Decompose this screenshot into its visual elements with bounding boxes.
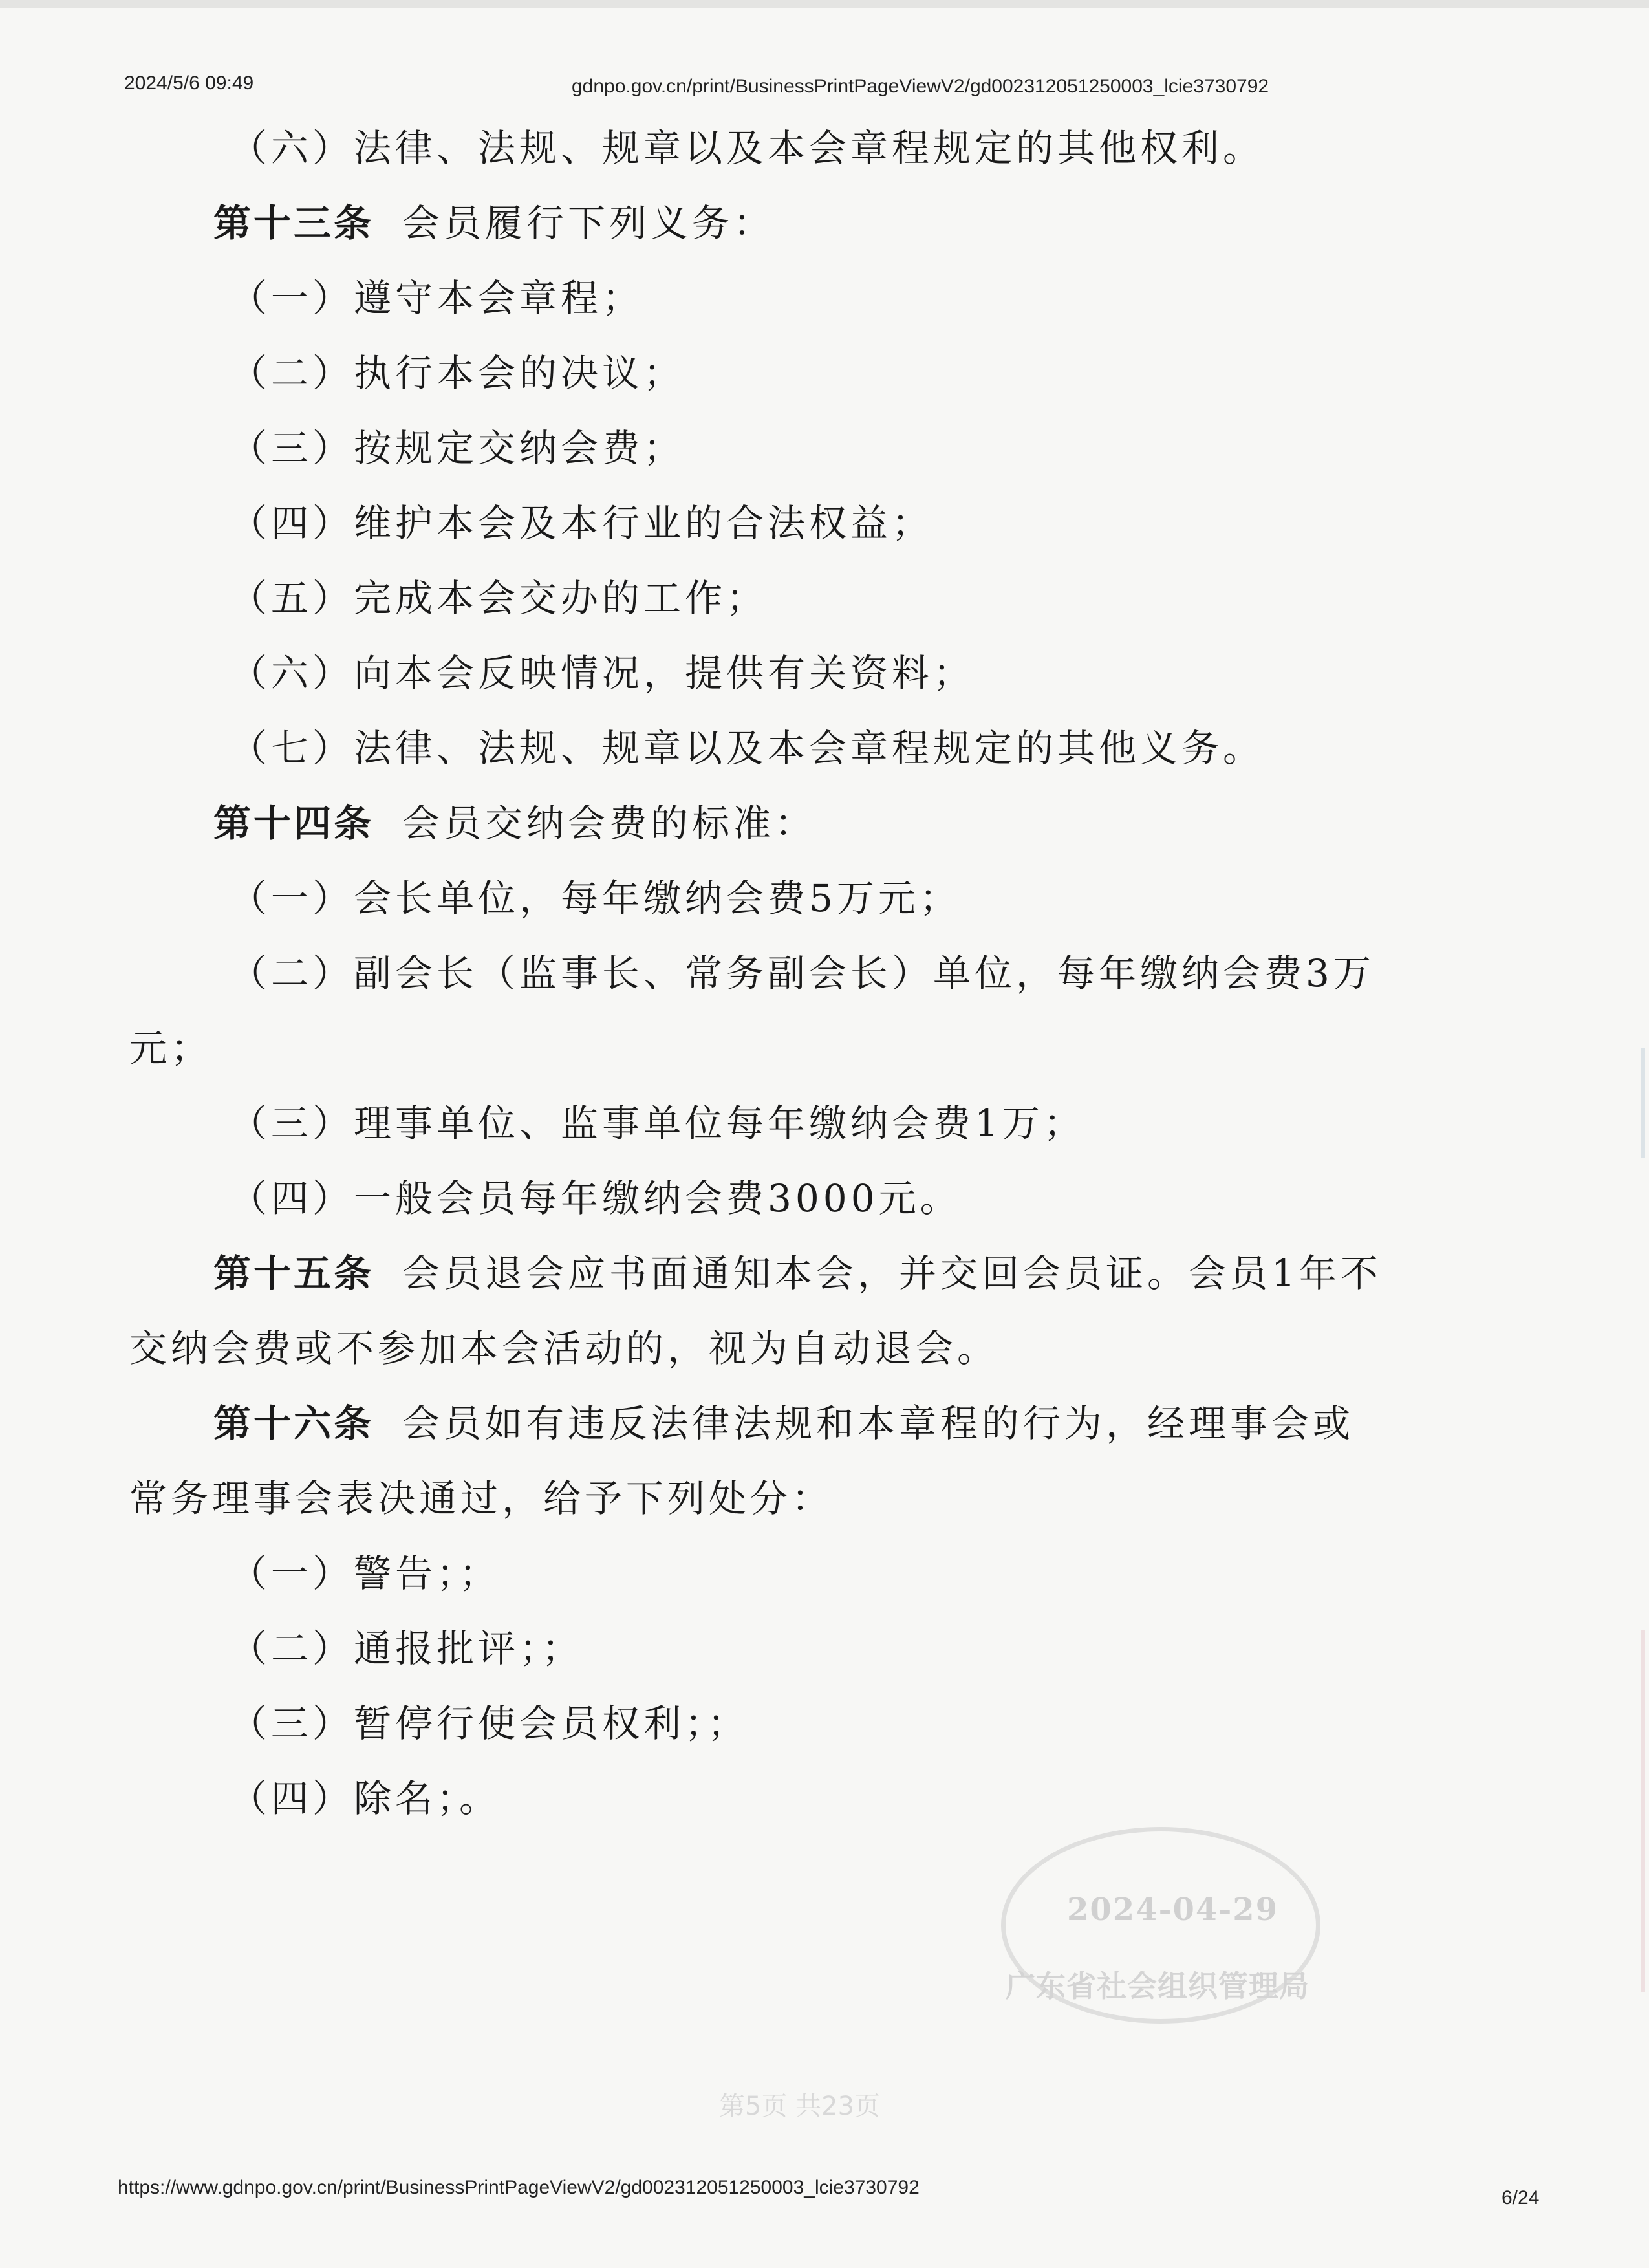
stamp-organization: 广东省社会组织管理局 bbox=[1006, 1969, 1310, 2003]
print-header-url: gdnpo.gov.cn/print/BusinessPrintPageViewV2/gd002312051250003_lcie3730792 bbox=[572, 76, 1269, 97]
print-datetime: 2024/5/6 09:49 bbox=[124, 72, 254, 94]
article-14 bbox=[213, 801, 817, 845]
fee-item-1: （一）会长单位，每年缴纳会费5万元； bbox=[230, 876, 961, 920]
duty-item-7: （七）法律、法规、规章以及本会章程规定的其他义务。 bbox=[230, 726, 1265, 770]
article-14-text: 会员交纳会费的标准： bbox=[402, 801, 817, 845]
penalty-item-1: （一）警告；； bbox=[230, 1551, 501, 1595]
print-footer-url: https://www.gdnpo.gov.cn/print/BusinessPrintPageViewV2/gd002312051250003_lcie3730792 bbox=[118, 2177, 920, 2198]
fee-item-2: （二）副会长（监事长、常务副会长）单位，每年缴纳会费3万 bbox=[230, 951, 1375, 995]
scan-top-edge bbox=[0, 0, 1649, 8]
duty-item-5: （五）完成本会交办的工作； bbox=[230, 576, 768, 620]
stamp-date: 2024-04-29 bbox=[1067, 1892, 1279, 1928]
penalty-item-4: （四）除名；。 bbox=[230, 1777, 501, 1820]
duty-item-6: （六）向本会反映情况，提供有关资料； bbox=[230, 651, 975, 695]
article-14-heading: 第十四条 bbox=[213, 801, 374, 845]
article-16-heading: 第十六条 bbox=[213, 1401, 374, 1445]
article-13 bbox=[213, 201, 775, 245]
penalty-item-3: （三）暂停行使会员权利；； bbox=[230, 1701, 749, 1745]
article-13-text: 会员履行下列义务： bbox=[402, 201, 775, 245]
fee-item-3: （三）理事单位、监事单位每年缴纳会费1万； bbox=[230, 1101, 1085, 1145]
document-page-counter: 第5页 共23页 bbox=[719, 2091, 881, 2121]
duty-item-3: （三）按规定交纳会费； bbox=[230, 426, 685, 470]
penalty-item-2: （二）通报批评；； bbox=[230, 1626, 584, 1670]
article-15-heading: 第十五条 bbox=[213, 1251, 374, 1295]
article-16 bbox=[213, 1401, 1355, 1445]
article-15-continued: 交纳会费或不参加本会活动的，视为自动退会。 bbox=[129, 1326, 999, 1370]
scan-edge-mark bbox=[1641, 1630, 1645, 1992]
scan-edge-mark bbox=[1641, 1048, 1645, 1158]
print-page-number: 6/24 bbox=[1502, 2187, 1540, 2209]
article-13-heading: 第十三条 bbox=[213, 201, 374, 245]
article-16-text: 会员如有违反法律法规和本章程的行为，经理事会或 bbox=[402, 1401, 1355, 1445]
fee-item-2-continued: 元； bbox=[129, 1026, 213, 1070]
duty-item-1: （一）遵守本会章程； bbox=[230, 276, 644, 320]
article-16-continued: 常务理事会表决通过，给予下列处分： bbox=[129, 1476, 834, 1520]
duty-item-4: （四）维护本会及本行业的合法权益； bbox=[230, 501, 934, 545]
fee-item-4: （四）一般会员每年缴纳会费3000元。 bbox=[230, 1176, 962, 1220]
duty-item-2: （二）执行本会的决议； bbox=[230, 351, 685, 395]
article-15 bbox=[213, 1251, 1382, 1295]
article-15-text: 会员退会应书面通知本会，并交回会员证。会员1年不 bbox=[402, 1251, 1382, 1295]
rights-item-6: （六）法律、法规、规章以及本会章程规定的其他权利。 bbox=[230, 126, 1265, 170]
